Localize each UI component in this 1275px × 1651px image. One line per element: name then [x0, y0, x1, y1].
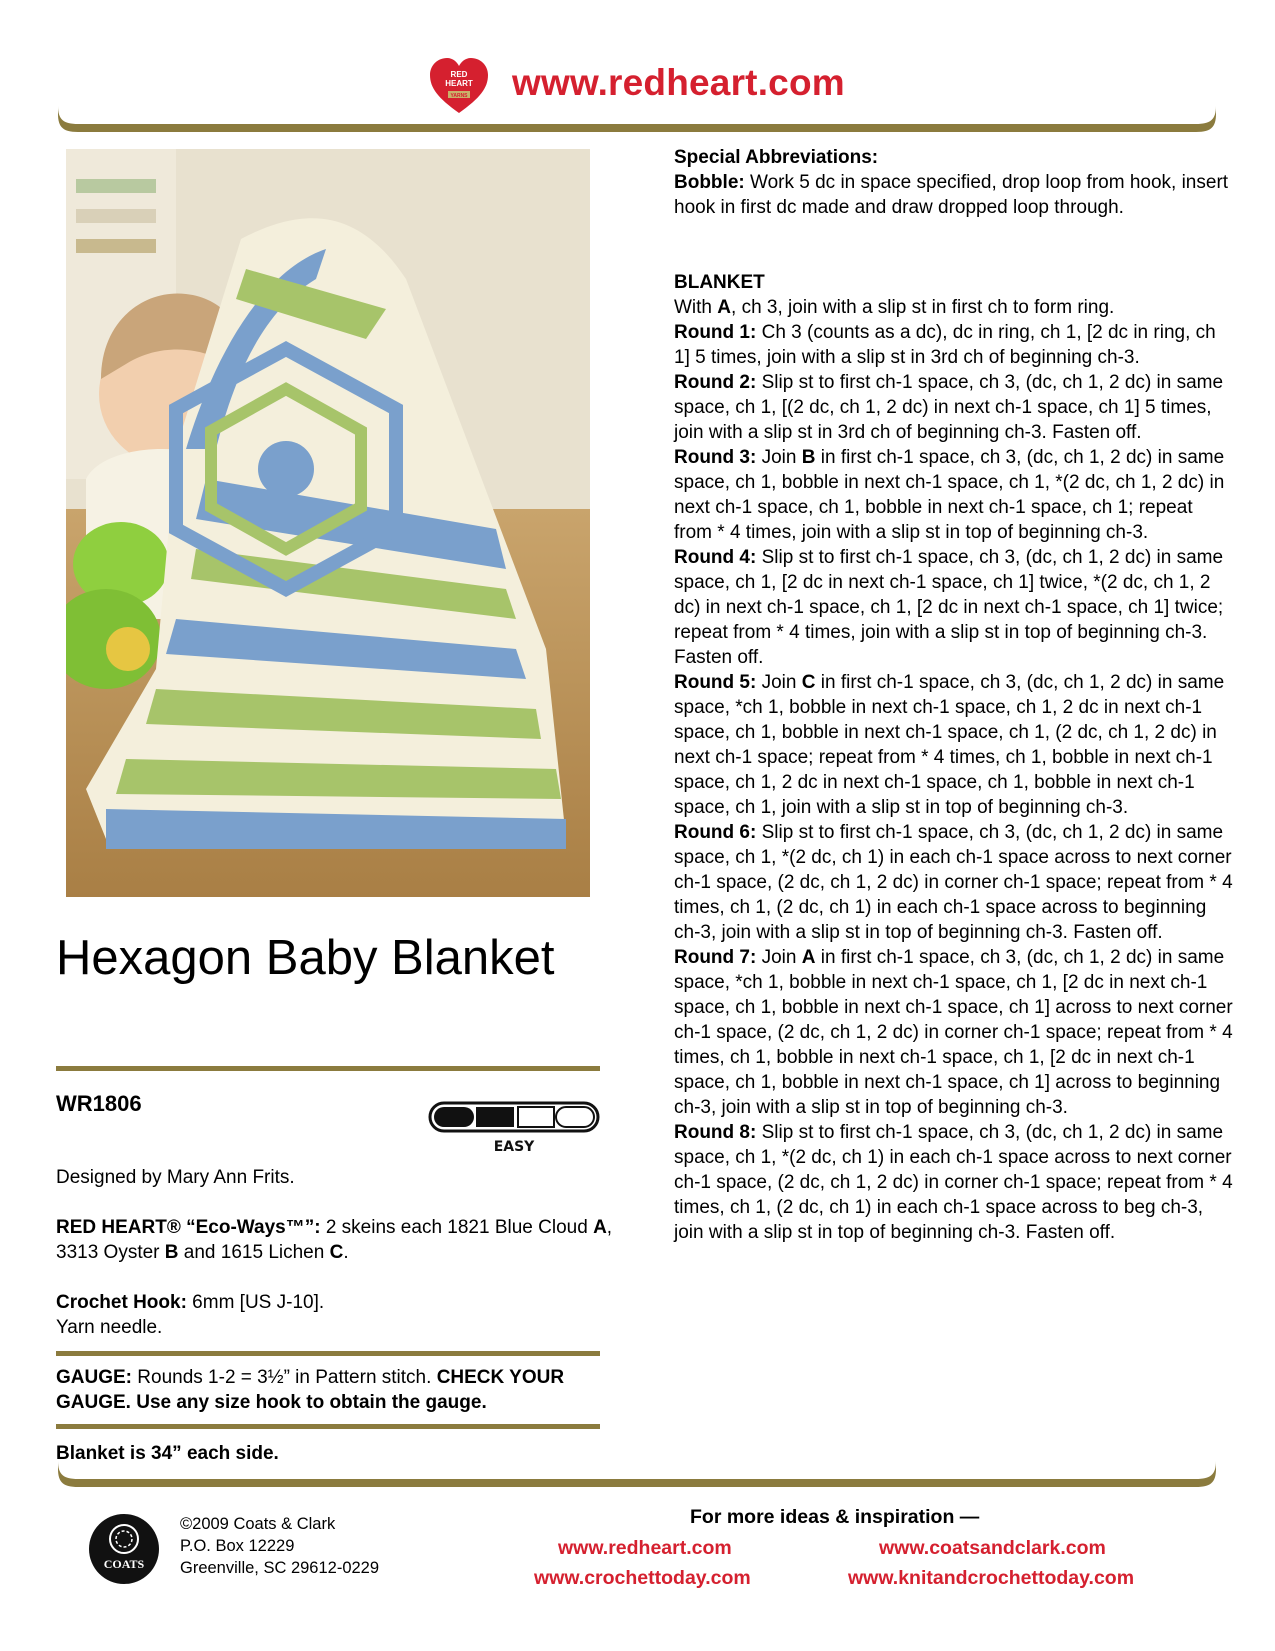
- instructions-column: [674, 145, 1234, 1245]
- svg-text:EASY: EASY: [493, 1139, 535, 1155]
- svg-text:YARNS: YARNS: [450, 93, 468, 99]
- bobble-definition: [674, 170, 1234, 220]
- svg-text:COATS: COATS: [103, 1557, 145, 1571]
- yarn-text: , 3313 Oyster: [56, 1217, 613, 1263]
- link-knitandcrochettoday[interactable]: www.knitandcrochettoday.com: [848, 1567, 1135, 1589]
- round-2: [674, 370, 1234, 445]
- site-url[interactable]: www.redheart.com: [512, 62, 845, 103]
- step-text: With: [674, 297, 718, 318]
- round-label: Round 6:: [674, 822, 757, 843]
- round-text: Slip st to first ch-1 space, ch 3, (dc, ch 1, 2 dc) in same space, ch 1, [2 dc in next ch-1 space, ch 1] twice, *(2 dc, ch 1, 2 dc) in next ch-1 space, ch 1, [2 dc in next ch-1 space, ch 1] twice; repeat from * 4 times, join with a slip st in top of beginning ch-3. Fasten off.: [674, 547, 1224, 668]
- gauge-info: [56, 1365, 616, 1415]
- city: Greenville, SC 29612-0229: [180, 1559, 380, 1577]
- round-label: Round 2:: [674, 372, 757, 393]
- round-8: [674, 1120, 1234, 1245]
- round-3: [674, 445, 1234, 545]
- divider: [56, 1424, 600, 1429]
- special-abbrev-heading: Special Abbreviations:: [674, 147, 879, 168]
- color-letter-a: A: [593, 1217, 607, 1238]
- pattern-title: Hexagon Baby Blanket: [56, 931, 555, 985]
- round-label: Round 5:: [674, 672, 757, 693]
- round-4: [674, 545, 1234, 670]
- hook-info: [56, 1290, 616, 1340]
- round-text: Slip st to first ch-1 space, ch 3, (dc, ch 1, 2 dc) in same space, ch 1, *(2 dc, ch 1) in each ch-1 space across to next corner ch-1 space, (2 dc, ch 1, 2 dc) in corner ch-1 space; repeat from * 4 times, ch 1, (2 dc, ch 1) in each ch-1 space across to beginning ch-3, join with a slip st in top of beginning ch-3. Fasten off.: [674, 822, 1233, 943]
- copyright: ©2009 Coats & Clark: [180, 1515, 336, 1533]
- color-letter-c: C: [329, 1242, 344, 1263]
- blanket-heading: BLANKET: [674, 272, 765, 293]
- round-label: Round 3:: [674, 447, 757, 468]
- designer-credit: Designed by Mary Ann Frits.: [56, 1167, 295, 1188]
- divider: [56, 1351, 600, 1356]
- round-text: Join: [756, 672, 802, 693]
- divider: [56, 1066, 600, 1071]
- color-letter-a: A: [801, 947, 816, 968]
- round-text: in first ch-1 space, ch 3, (dc, ch 1, 2 dc) in same space, ch 1, bobble in next ch-1 space, ch 1, *(2 dc, ch 1, 2 dc) in next ch-1 space, ch 1, bobble in next ch-1 space, ch 1; repeat from * 4 times, join with a slip st in top of beginning ch-3.: [674, 447, 1225, 543]
- round-label: Round 7:: [674, 947, 757, 968]
- round-1: [674, 320, 1234, 370]
- round-text: in first ch-1 space, ch 3, (dc, ch 1, 2 dc) in same space, *ch 1, bobble in next ch-1 space, ch 1, [2 dc in next ch-1 space, ch 1, bobble in next ch-1 space, ch 1] across to next corner ch-1 space, (2 dc, ch 1, 2 dc) in corner ch-1 space; repeat from * 4 times, ch 1, bobble in next ch-1 space, ch 1, [2 dc in next ch-1 space, ch 1, bobble in next ch-1 space, ch 1] across to beginning ch-3, join with a slip st in top of beginning ch-3.: [674, 947, 1233, 1118]
- round-7: [674, 945, 1234, 1120]
- round-text: Ch 3 (counts as a dc), dc in ring, ch 1, [2 dc in ring, ch 1] 5 times, join with a slip st in 3rd ch of beginning ch-3.: [674, 322, 1216, 368]
- gauge-check: CHECK YOUR GAUGE. Use any size hook to obtain the gauge.: [56, 1367, 565, 1413]
- bobble-label: Bobble:: [674, 172, 745, 193]
- hook-label: Crochet Hook:: [56, 1292, 187, 1313]
- po-box: P.O. Box 12229: [180, 1537, 295, 1555]
- link-crochettoday[interactable]: www.crochettoday.com: [534, 1567, 751, 1589]
- needle-text: Yarn needle.: [56, 1317, 163, 1338]
- round-label: Round 8:: [674, 1122, 757, 1143]
- yarn-info: [56, 1215, 616, 1265]
- color-letter-c: C: [801, 672, 816, 693]
- hook-text: 6mm [US J-10].: [186, 1292, 325, 1313]
- round-text: Join: [756, 947, 802, 968]
- skill-level-badge: [428, 1101, 600, 1157]
- round-5: [674, 670, 1234, 820]
- color-letter-a: A: [717, 297, 732, 318]
- blanket-photo: [66, 149, 590, 897]
- round-text: Join: [756, 447, 802, 468]
- company-address: [180, 1513, 379, 1579]
- round-6: [674, 820, 1234, 945]
- gauge-text: Rounds 1-2 = 3½” in Pattern stitch.: [132, 1367, 437, 1388]
- link-redheart[interactable]: www.redheart.com: [558, 1537, 732, 1559]
- yarn-text: and 1615 Lichen: [178, 1242, 330, 1263]
- gauge-label: GAUGE:: [56, 1367, 132, 1388]
- yarn-label: RED HEART® “Eco-Ways™”:: [56, 1217, 321, 1238]
- step-text: , ch 3, join with a slip st in first ch to form ring.: [731, 297, 1115, 318]
- link-coatsandclark[interactable]: www.coatsandclark.com: [879, 1537, 1106, 1559]
- round-label: Round 1:: [674, 322, 757, 343]
- size-info: Blanket is 34” each side.: [56, 1443, 279, 1464]
- ideas-heading: For more ideas & inspiration —: [690, 1506, 980, 1528]
- svg-text:HEART: HEART: [445, 79, 473, 88]
- round-text: Slip st to first ch-1 space, ch 3, (dc, ch 1, 2 dc) in same space, ch 1, *(2 dc, ch 1) in each ch-1 space across to next corner ch-1 space, (2 dc, ch 1, 2 dc) in corner ch-1 space; repeat from * 4 times, ch 1, (2 dc, ch 1) in each ch-1 space across to beg ch-3, join with a slip st in top of beginning ch-3. Fasten off.: [674, 1122, 1233, 1243]
- footer-band: [58, 1461, 1216, 1487]
- pattern-code: WR1806: [56, 1091, 142, 1116]
- svg-text:RED: RED: [450, 70, 468, 79]
- start-step: [674, 295, 1234, 320]
- coats-logo: [88, 1513, 160, 1585]
- header-band: [58, 106, 1216, 132]
- yarn-text: .: [343, 1242, 349, 1263]
- bobble-text: Work 5 dc in space specified, drop loop from hook, insert hook in first dc made and draw dropped loop through.: [674, 172, 1229, 218]
- round-text: in first ch-1 space, ch 3, (dc, ch 1, 2 dc) in same space, *ch 1, bobble in next ch-1 space, ch 1, 2 dc in next ch-1 space, ch 1, bobble in next ch-1 space, ch 1, (2 dc, ch 1, 2 dc) in next ch-1 space; repeat from * 4 times, ch 1, bobble in next ch-1 space, ch 1, 2 dc in next ch-1 space, ch 1, bobble in next ch-1 space, ch 1, join with a slip st in top of beginning ch-3.: [674, 672, 1225, 818]
- color-letter-b: B: [801, 447, 816, 468]
- yarn-text: 2 skeins each 1821 Blue Cloud: [320, 1217, 594, 1238]
- round-label: Round 4:: [674, 547, 757, 568]
- round-text: Slip st to first ch-1 space, ch 3, (dc, ch 1, 2 dc) in same space, ch 1, [(2 dc, ch 1, 2 dc) in next ch-1 space, ch 1] 5 times, join with a slip st in 3rd ch of beginning ch-3. Fasten off.: [674, 372, 1224, 443]
- color-letter-b: B: [164, 1242, 179, 1263]
